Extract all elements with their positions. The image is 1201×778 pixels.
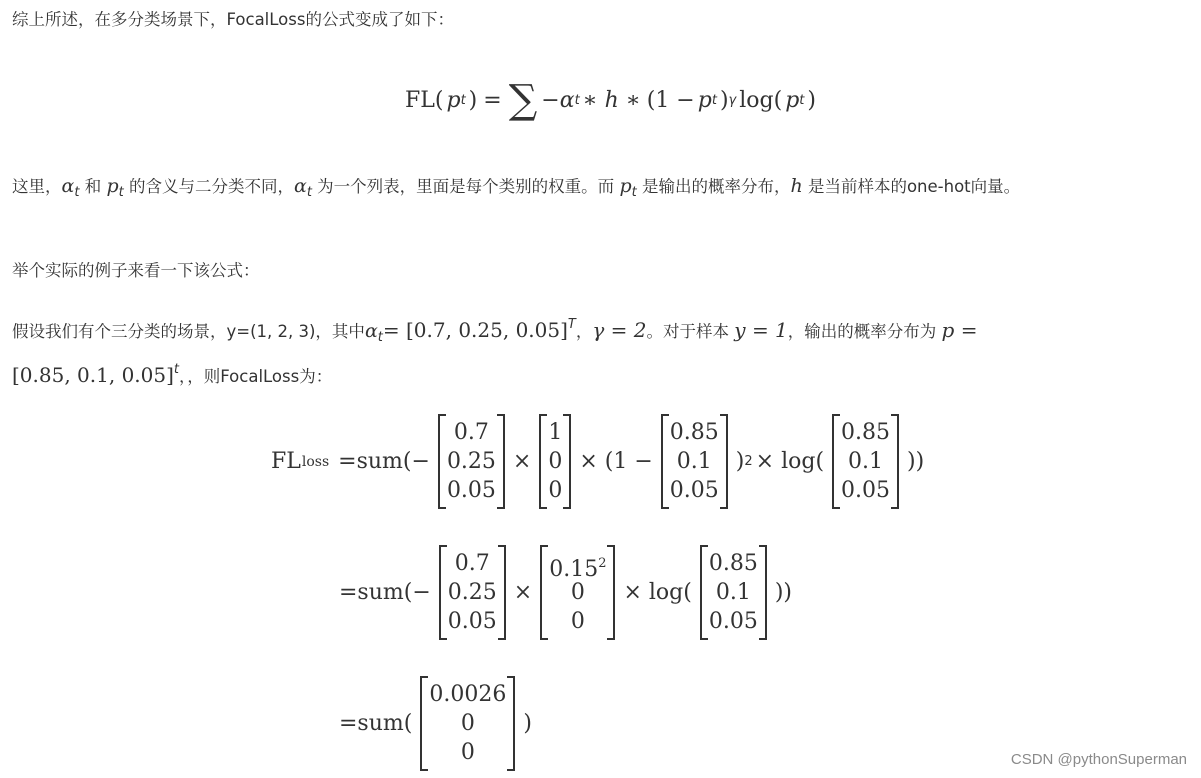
eq2-log: × log( (623, 580, 692, 605)
eq-line-2 (336, 549, 795, 636)
eq1-end: )) (907, 449, 925, 474)
fl-loss: FL (271, 449, 301, 474)
p-vector-sup: t (173, 362, 180, 377)
matrix-cell: 0 (460, 740, 475, 765)
cell-value: 0.15 (549, 557, 599, 582)
matrix-cell: 0.05 (708, 609, 758, 634)
formula-gamma: γ (728, 92, 737, 108)
matrix-cell: 0 (570, 580, 585, 605)
alpha-vector: = [0.7, 0.25, 0.05] (382, 318, 568, 342)
eq3-sum: =sum( (339, 711, 413, 736)
formula-log: log( (739, 87, 783, 113)
matrix-cell: 0.1 (676, 449, 712, 474)
gamma-eq: γ = 2 (592, 318, 647, 342)
p2-text-c: 的含义与二分类不同， (123, 177, 294, 196)
formula-p2: p (697, 87, 712, 113)
formula-rparen2: ) (719, 87, 729, 113)
example-intro: 举个实际的例子来看一下该公式： (12, 261, 260, 280)
alpha-symbol-3: α (364, 320, 378, 342)
formula-p3-t: t (799, 92, 805, 108)
prob-matrix-2 (700, 549, 767, 636)
p-sub-2: t (631, 185, 637, 200)
eq1-log: × log( (755, 449, 825, 474)
alpha-sub-2: t (306, 185, 312, 200)
result-matrix (420, 680, 515, 767)
matrix-cell: 0.7 (454, 551, 490, 576)
matrix-cell: 0 (548, 478, 563, 503)
matrix-cell: 0.25 (446, 449, 496, 474)
matrix-cell: 0.1 (715, 580, 751, 605)
formula-p3: p (785, 87, 800, 113)
matrix-cell: 0 (548, 449, 563, 474)
matrix-cell: 1 (548, 420, 563, 445)
p2-text-b: 和 (79, 177, 107, 196)
eq1-close: ) (735, 449, 745, 474)
p4-text-a: 假设我们有个三分类的场景，y=(1, 2, 3)，其中 (12, 322, 365, 341)
p2-text-e: 是输出的概率分布， (636, 177, 791, 196)
eq1-times: × (512, 449, 532, 474)
matrix-cell: 0.05 (841, 478, 891, 503)
matrix-cell: 0.0026 (429, 682, 507, 707)
eq1-sum: =sum(− (338, 449, 430, 474)
formula-h: ∗ h ∗ (582, 87, 641, 113)
h-symbol: h (790, 175, 803, 197)
eq1-one-minus: × (1 − (579, 449, 653, 474)
intro-paragraph: 综上所述，在多分类场景下，FocalLoss的公式变成了如下： (12, 10, 454, 29)
matrix-cell: 0.05 (446, 478, 496, 503)
eq-line-3 (336, 680, 535, 767)
eq3-end: ) (523, 711, 532, 736)
alpha-symbol-2: α (293, 175, 307, 197)
matrix-cell: 0.85 (669, 420, 719, 445)
p2-text-d: 为一个列表，里面是每个类别的权重。而 (311, 177, 620, 196)
alpha-symbol: α (61, 175, 75, 197)
p4-text-d: ，输出的概率分布为 (787, 322, 942, 341)
matrix-cell: 0.05 (447, 609, 497, 634)
focal-loss-formula (402, 77, 819, 123)
p4-text-f: ，，则FocalLoss为： (179, 367, 333, 386)
matrix-cell (549, 549, 607, 582)
prob-matrix-log (832, 418, 899, 505)
matrix-cell: 0.85 (708, 551, 758, 576)
alpha-matrix-2 (439, 549, 506, 636)
cell-sup: 2 (598, 556, 607, 571)
matrix-cell: 0.05 (669, 478, 719, 503)
csdn-watermark: CSDN @pythonSuperman (1010, 751, 1187, 768)
prob-matrix (661, 418, 728, 505)
onehot-matrix (539, 418, 571, 505)
fl-loss-sub: loss (301, 453, 330, 470)
matrix-cell: 0 (460, 711, 475, 736)
p-sub: t (118, 185, 124, 200)
formula-alpha-t: t (574, 92, 580, 108)
eq-line-1 (268, 418, 927, 505)
p4-text-b: ， (575, 322, 593, 341)
matrix-cell: 0.85 (841, 420, 891, 445)
eq2-end: )) (774, 580, 792, 605)
formula-end: ) (807, 87, 816, 113)
formula-fl: FL( (405, 87, 444, 113)
p-vector: [0.85, 0.1, 0.05] (12, 363, 174, 387)
sum-sign: ∑ (508, 77, 538, 123)
formula-rparen: ) (468, 87, 478, 113)
matrix-cell: 0.7 (453, 420, 489, 445)
formula-p2-t: t (711, 92, 717, 108)
formula-one-minus: (1 − (646, 87, 695, 113)
explanation-paragraph (12, 170, 1190, 209)
eq1-square: 2 (744, 454, 753, 469)
eq2-times: × (513, 580, 533, 605)
p2-text-a: 这里， (12, 177, 62, 196)
p-eq: p = (941, 318, 978, 342)
alpha-sub: t (74, 185, 80, 200)
matrix-cell: 0 (570, 609, 585, 634)
formula-alpha: −α (541, 87, 575, 113)
transpose: T (567, 317, 576, 332)
matrix-cell: 0.25 (447, 580, 497, 605)
formula-t: t (460, 92, 466, 108)
p-symbol: p (106, 175, 119, 197)
p-symbol-2: p (619, 175, 632, 197)
eq2-sum: =sum(− (339, 580, 431, 605)
p2-text-f: 是当前样本的one-hot向量。 (802, 177, 1021, 196)
alpha-matrix (438, 418, 505, 505)
formula-p: p (446, 87, 461, 113)
formula-eq: = (483, 87, 502, 113)
matrix-cell: 0.1 (848, 449, 884, 474)
example-setup (12, 309, 1190, 393)
alpha-sub-3: t (377, 330, 383, 345)
p4-text-c: 。对于样本 (646, 322, 735, 341)
y-eq: y = 1 (734, 318, 788, 342)
focal-weight-matrix (540, 549, 615, 636)
